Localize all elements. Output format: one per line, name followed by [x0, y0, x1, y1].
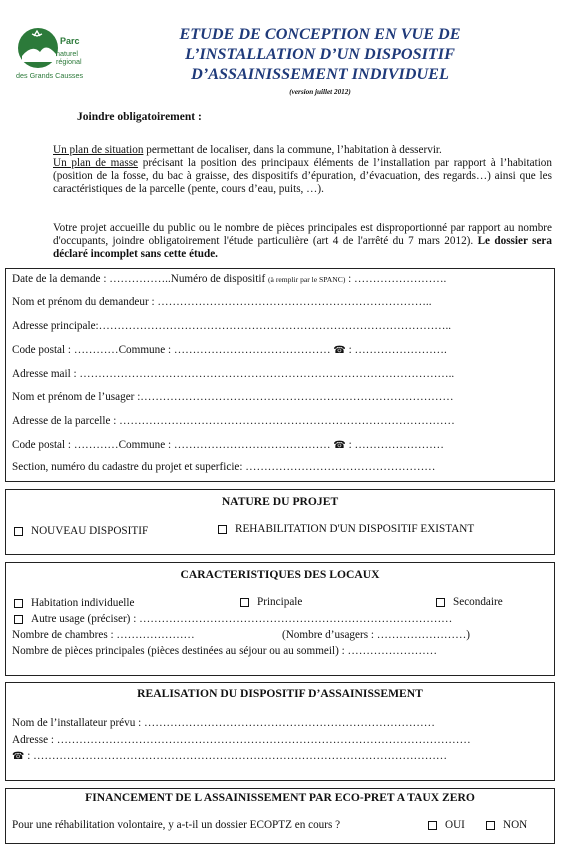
checkbox-icon[interactable]	[436, 598, 445, 607]
checkbox-icon[interactable]	[240, 598, 249, 607]
checkbox-icon[interactable]	[14, 599, 23, 608]
installateur-adresse-field[interactable]: Adresse : …………………………………………………………………………………………………	[12, 734, 471, 746]
telephone-field: : …………………….	[345, 344, 447, 356]
ecoptz-question: Pour une réhabilitation volontaire, y a-t-il un dossier ECOPTZ en cours ?	[12, 819, 341, 831]
principale-option[interactable]: Principale	[240, 596, 302, 608]
rehabilitation-option[interactable]: REHABILITATION D'UN DISPOSITIF EXISTANT	[218, 523, 474, 535]
telephone-icon: ☎	[333, 440, 346, 451]
plan-masse-text: précisant la position des principaux éléments de l’installation par rapport à l’habitation (position de la fosse, du bac à graisse, des dispositifs d’épuration, d’évacuation, des regards…) ainsi que les caractéristiques de la parcelle (pente, cours d’eau, puits, …).	[53, 157, 552, 195]
telephone-field-2: : ……………………	[345, 439, 444, 451]
nature-projet-title: NATURE DU PROJET	[221, 495, 339, 508]
telephone-icon: ☎	[333, 345, 346, 356]
nature-projet-box	[5, 489, 555, 555]
nombre-pieces-field[interactable]: Nombre de pièces principales (pièces destinées au séjour ou au sommeil) : ……………………	[12, 645, 438, 657]
logo-regional: régional	[56, 57, 82, 66]
installateur-telephone-field[interactable]: ☎ : …………………………………………………………………………………………………	[12, 750, 448, 762]
version-label: (version juillet 2012)	[289, 88, 351, 96]
joindre-heading: Joindre obligatoirement :	[77, 111, 202, 123]
plan-masse-label: Un plan de masse	[53, 157, 139, 169]
plan-situation-text: permettant de localiser, dans la commune, l’habitation à desservir.	[143, 144, 442, 156]
nom-usager-field[interactable]: Nom et prénom de l’usager :…………………………………………………………………………	[12, 391, 454, 403]
applicant-info-box	[5, 268, 555, 482]
adresse-mail-field[interactable]: Adresse mail : ………………………………………………………………………………………..	[12, 368, 455, 380]
nombre-usagers-field[interactable]: (Nombre d’usagers : ……………………)	[282, 629, 470, 641]
checkbox-icon[interactable]	[428, 821, 437, 830]
title-line-1: ETUDE DE CONCEPTION EN VUE DE	[179, 25, 461, 43]
code-postal-field[interactable]: Code postal : …………Commune : …………………………………… ☎ : …………………….	[12, 344, 447, 356]
logo-naturel: naturel	[56, 49, 78, 58]
required-documents-paragraph	[12, 144, 552, 196]
date-demande-field[interactable]: Date de la demande : ……………..Numéro de dispositif (à remplir par le SPANC) : …………………….	[12, 273, 447, 285]
financement-title: FINANCEMENT DE L ASSAINISSEMENT PAR ECO-PRET A TAUX ZERO	[85, 791, 475, 804]
financement-box	[5, 788, 555, 844]
checkbox-icon[interactable]	[14, 615, 23, 624]
caracteristiques-title: CARACTERISTIQUES DES LOCAUX	[180, 568, 380, 581]
document-title	[120, 24, 520, 84]
title-line-3: D’ASSAINISSEMENT INDIVIDUEL	[191, 65, 449, 83]
spanc-note: (à remplir par le SPANC)	[268, 275, 346, 284]
non-option[interactable]: NON	[486, 819, 527, 831]
realisation-box	[5, 682, 555, 781]
telephone-icon: ☎	[12, 751, 25, 762]
nombre-chambres-field[interactable]: Nombre de chambres : …………………	[12, 629, 195, 641]
logo-grands-causses: des Grands Causses	[16, 71, 84, 80]
oui-option[interactable]: OUI	[428, 819, 465, 831]
cadastre-field[interactable]: Section, numéro du cadastre du projet et superficie: ……………………………………………	[12, 461, 436, 473]
incomplete-warning: Le dossier sera déclaré incomplet sans cette étude.	[53, 235, 552, 260]
adresse-principale-field[interactable]: Adresse principale:…………………………………………………………………………………..	[12, 320, 452, 332]
nouveau-dispositif-option[interactable]: NOUVEAU DISPOSITIF	[14, 525, 148, 537]
logo-word-parc: Parc	[60, 36, 80, 46]
code-postal-parcelle-field[interactable]: Code postal : …………Commune : …………………………………… ☎ : ……………………	[12, 439, 444, 451]
caracteristiques-locaux-box	[5, 562, 555, 676]
title-line-2: L’INSTALLATION D’UN DISPOSITIF	[185, 45, 455, 63]
autre-usage-option[interactable]: Autre usage (préciser) : …………………………………………………………………………	[14, 613, 452, 625]
checkbox-icon[interactable]	[14, 527, 23, 536]
realisation-title: REALISATION DU DISPOSITIF D’ASSAINISSEMENT	[137, 687, 423, 700]
park-logo	[16, 22, 84, 102]
installateur-field[interactable]: Nom de l’installateur prévu : ……………………………………………………………………	[12, 717, 435, 729]
habitation-individuelle-option[interactable]: Habitation individuelle	[14, 597, 134, 609]
nom-demandeur-field[interactable]: Nom et prénom du demandeur : ………………………………………………………………..	[12, 296, 432, 308]
plan-situation-label: Un plan de situation	[53, 144, 144, 156]
special-study-text: Votre projet accueille du public ou le nombre de pièces principales est disproportionné par rapport au nombre d'occupants, joindre obligatoirement l'étude particulière (art 4 de l'arrêté du 7 mars 2012).	[53, 222, 552, 247]
adresse-parcelle-field[interactable]: Adresse de la parcelle : ………………………………………………………………………………	[12, 415, 455, 427]
secondaire-option[interactable]: Secondaire	[436, 596, 503, 608]
checkbox-icon[interactable]	[218, 525, 227, 534]
checkbox-icon[interactable]	[486, 821, 495, 830]
special-study-paragraph	[12, 222, 552, 261]
